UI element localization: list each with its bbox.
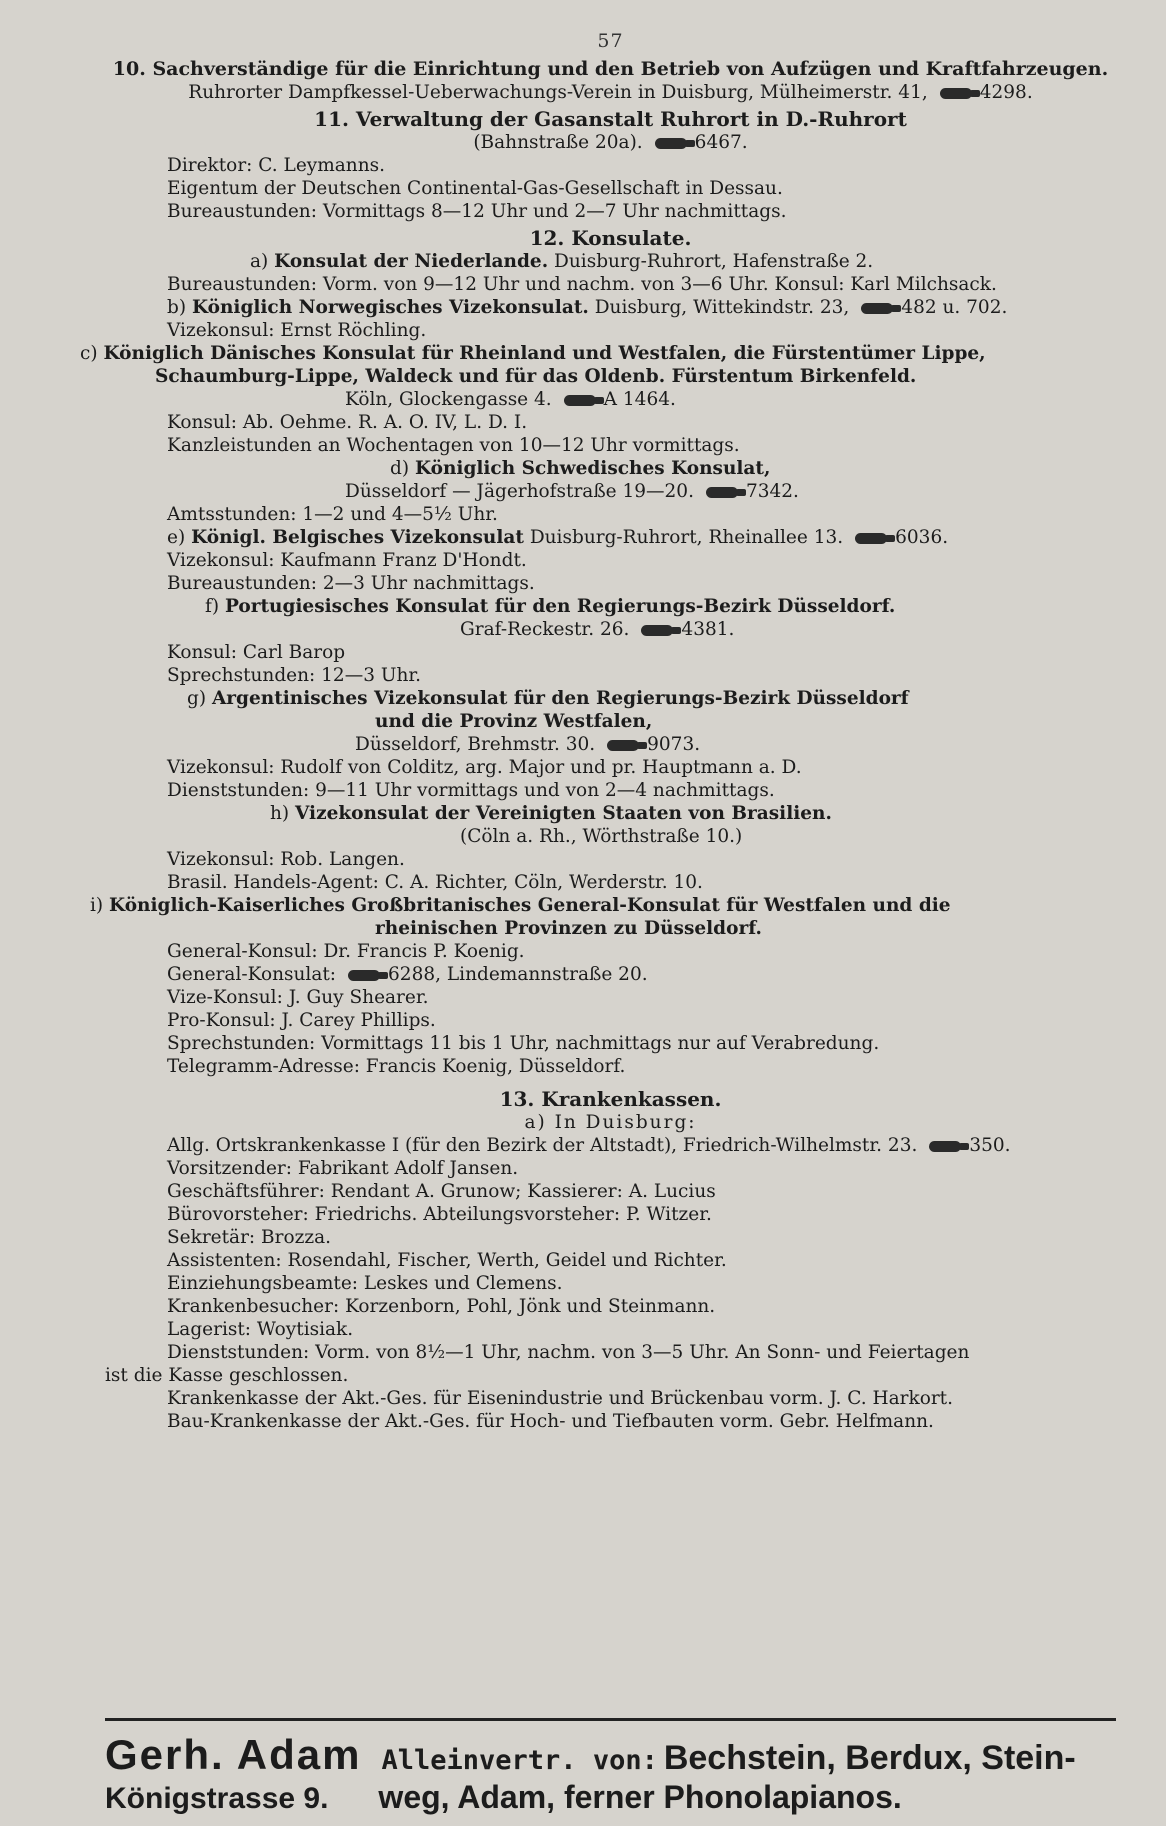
ad-row-1 — [105, 1731, 1116, 1779]
s13-line: Bürovorsteher: Friedrichs. Abteilungsvorsteher: P. Witzer. — [167, 1204, 712, 1225]
s13-sub: a) In Duisburg: — [524, 1112, 697, 1133]
consulate-f: f) Portugiesisches Konsulat für den Regierungs-Bezirk Düsseldorf. — [205, 596, 896, 617]
s10-line: Ruhrorter Dampfkessel-Ueberwachungs-Verein in Duisburg, Mülheimerstr. 41, 4298. — [188, 82, 1033, 103]
consulate-c-address: Köln, Glockengasse 4. A 1464. — [345, 389, 676, 410]
phone-icon — [607, 740, 639, 751]
s11-heading: 11. Verwaltung der Gasanstalt Ruhrort in D.-Ruhrort — [314, 107, 907, 131]
consulate-g-title: und die Provinz Westfalen, — [375, 711, 653, 732]
s11-line: Direktor: C. Leymanns. — [167, 155, 385, 176]
consulate-a: a) Konsulat der Niederlande. Duisburg-Ruhrort, Hafenstraße 2. — [250, 251, 874, 272]
s13-line: Geschäftsführer: Rendant A. Grunow; Kassierer: A. Lucius — [167, 1181, 716, 1202]
consulate-d: d) Königlich Schwedisches Konsulat, — [390, 458, 771, 479]
consulate-b-line: Vizekonsul: Ernst Röchling. — [167, 320, 427, 341]
consulate-e: e) Königl. Belgisches Vizekonsulat Duisburg-Ruhrort, Rheinallee 13. 6036. — [167, 527, 949, 548]
phone-icon — [348, 970, 380, 981]
ad-rest: weg, Adam, ferner Phonolapianos. — [378, 1779, 902, 1815]
consulate-i-line: General-Konsulat: 6288, Lindemannstraße 20. — [167, 964, 648, 985]
consulate-b: b) Königlich Norwegisches Vizekonsulat. Duisburg, Wittekindstr. 23, 482 u. 702. — [167, 297, 1008, 318]
s13-heading: 13. Krankenkassen. — [499, 1087, 722, 1111]
phone-icon — [655, 138, 687, 149]
phone-icon — [929, 1141, 961, 1152]
consulate-i-line: Telegramm-Adresse: Francis Koenig, Düsseldorf. — [167, 1056, 626, 1077]
consulate-e-line: Bureaustunden: 2—3 Uhr nachmittags. — [167, 573, 535, 594]
consulate-h: h) Vizekonsulat der Vereinigten Staaten von Brasilien. — [270, 803, 832, 824]
phone-icon — [641, 625, 673, 636]
phone-icon — [855, 533, 887, 544]
s13-dienst-cont: ist die Kasse geschlossen. — [105, 1365, 349, 1386]
consulate-g: g) Argentinisches Vizekonsulat für den Regierungs-Bezirk Düsseldorf — [187, 688, 909, 709]
s13-line: Einziehungsbeamte: Leskes und Clemens. — [167, 1273, 563, 1294]
consulate-i-title: rheinischen Provinzen zu Düsseldorf. — [375, 918, 762, 939]
advertisement — [105, 1718, 1116, 1816]
consulate-f-line: Konsul: Carl Barop — [167, 642, 346, 663]
s11-line: Eigentum der Deutschen Continental-Gas-Gesellschaft in Dessau. — [167, 178, 783, 199]
consulate-c-line: Konsul: Ab. Oehme. R. A. O. IV, L. D. I. — [167, 412, 528, 433]
phone-icon — [861, 303, 893, 314]
s13-line: Bau-Krankenkasse der Akt.-Ges. für Hoch- und Tiefbauten vorm. Gebr. Helfmann. — [167, 1411, 934, 1432]
consulate-f-line: Sprechstunden: 12—3 Uhr. — [167, 665, 422, 686]
page-number: 57 — [597, 30, 624, 52]
consulate-g-line: Dienststunden: 9—11 Uhr vormittags und von 2—4 nachmittags. — [167, 780, 775, 801]
consulate-g-address: Düsseldorf, Brehmstr. 30. 9073. — [355, 734, 701, 755]
consulate-h-address: (Cöln a. Rh., Wörthstraße 10.) — [460, 826, 743, 847]
consulate-i: i) Königlich-Kaiserliches Großbritanisches General-Konsulat für Westfalen und die — [90, 895, 951, 916]
s11-address: (Bahnstraße 20a). 6467. — [473, 132, 748, 153]
consulate-h-line: Brasil. Handels-Agent: C. A. Richter, Cöln, Werderstr. 10. — [167, 872, 703, 893]
consulate-e-line: Vizekonsul: Kaufmann Franz D'Hondt. — [167, 550, 527, 571]
consulate-c-line: Kanzleistunden an Wochentagen von 10—12 Uhr vormittags. — [167, 435, 740, 456]
ad-name: Gerh. Adam — [105, 1731, 362, 1778]
phone-icon — [706, 487, 738, 498]
ad-street: Königstrasse 9. — [105, 1782, 329, 1815]
ad-small: Alleinvertr. von: — [381, 1745, 658, 1776]
s10-heading: 10. Sachverständige für die Einrichtung und den Betrieb von Aufzügen und Kraftfahrzeugen. — [112, 58, 1109, 80]
consulate-f-address: Graf-Reckestr. 26. 4381. — [460, 619, 735, 640]
s13-line: Sekretär: Brozza. — [167, 1227, 332, 1248]
s13-line: Assistenten: Rosendahl, Fischer, Werth, Geidel und Richter. — [167, 1250, 727, 1271]
consulate-i-line: General-Konsul: Dr. Francis P. Koenig. — [167, 941, 525, 962]
phone-icon — [564, 395, 596, 406]
consulate-i-line: Vize-Konsul: J. Guy Shearer. — [167, 987, 429, 1008]
consulate-i-line: Pro-Konsul: J. Carey Phillips. — [167, 1010, 436, 1031]
s13-line: Krankenbesucher: Korzenborn, Pohl, Jönk und Steinmann. — [167, 1296, 716, 1317]
s13-first: Allg. Ortskrankenkasse I (für den Bezirk der Altstadt), Friedrich-Wilhelmstr. 23. 350. — [167, 1135, 1011, 1156]
consulate-g-line: Vizekonsul: Rudolf von Colditz, arg. Major und pr. Hauptmann a. D. — [167, 757, 802, 778]
s13-line: Lagerist: Woytisiak. — [167, 1319, 354, 1340]
consulate-c-title: Schaumburg-Lippe, Waldeck und für das Oldenb. Fürstentum Birkenfeld. — [155, 366, 917, 387]
phone-icon — [940, 88, 972, 99]
ad-big: Bechstein, Berdux, Stein- — [663, 1739, 1076, 1777]
s12-heading: 12. Konsulate. — [529, 226, 692, 250]
s13-line: Krankenkasse der Akt.-Ges. für Eisenindustrie und Brückenbau vorm. J. C. Harkort. — [167, 1388, 953, 1409]
s13-dienst: Dienststunden: Vorm. von 8½—1 Uhr, nachm. von 3—5 Uhr. An Sonn- und Feiertagen — [167, 1342, 970, 1363]
ad-row-2 — [105, 1779, 1116, 1816]
consulate-d-address: Düsseldorf — Jägerhofstraße 19—20. 7342. — [345, 481, 799, 502]
consulate-a-line: Bureaustunden: Vorm. von 9—12 Uhr und nachm. von 3—6 Uhr. Konsul: Karl Milchsack. — [167, 274, 997, 295]
consulate-i-line: Sprechstunden: Vormittags 11 bis 1 Uhr, nachmittags nur auf Verabredung. — [167, 1033, 880, 1054]
consulate-h-line: Vizekonsul: Rob. Langen. — [167, 849, 405, 870]
consulate-d-line: Amtsstunden: 1—2 und 4—5½ Uhr. — [167, 504, 498, 525]
consulate-c: c) Königlich Dänisches Konsulat für Rheinland und Westfalen, die Fürstentümer Lippe, — [80, 343, 986, 364]
s13-line: Vorsitzender: Fabrikant Adolf Jansen. — [167, 1158, 519, 1179]
s11-line: Bureaustunden: Vormittags 8—12 Uhr und 2—7 Uhr nachmittags. — [167, 201, 787, 222]
